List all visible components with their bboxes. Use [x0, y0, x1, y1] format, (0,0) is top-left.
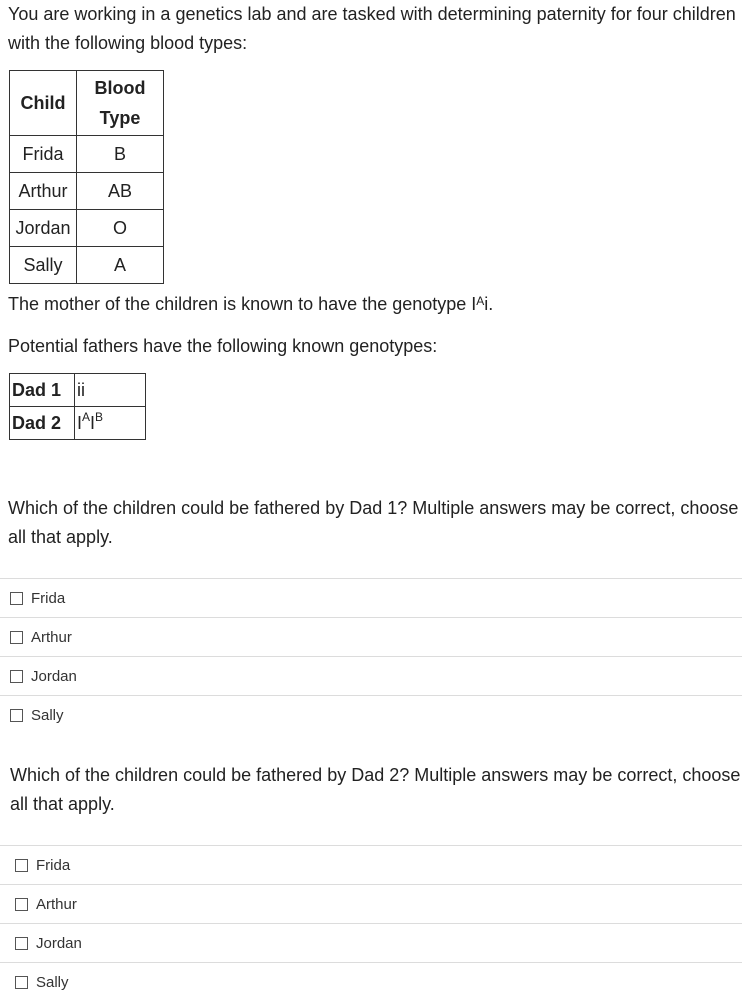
mother-allele-sup: A — [476, 294, 485, 308]
blood-type: O — [77, 210, 164, 247]
option-label: Arthur — [31, 628, 72, 646]
child-blood-type-table — [9, 70, 164, 284]
dad2-base2: I — [90, 412, 96, 433]
option-label: Frida — [36, 856, 71, 874]
dad2-genotype — [75, 407, 146, 440]
table-row — [10, 136, 164, 173]
checkbox-icon[interactable] — [15, 859, 28, 872]
checkbox-icon[interactable] — [10, 709, 23, 722]
option-frida[interactable] — [0, 845, 742, 884]
blood-type: B — [77, 136, 164, 173]
question-1-options — [0, 578, 742, 734]
option-sally[interactable] — [0, 962, 742, 1001]
option-frida[interactable] — [0, 578, 742, 617]
option-label: Sally — [31, 706, 64, 724]
fathers-intro-text: Potential fathers have the following known genotypes: — [8, 336, 438, 356]
question-2-options — [0, 845, 742, 1001]
mother-genotype-text — [8, 290, 493, 319]
dad2-sup1: A — [82, 409, 91, 424]
checkbox-icon[interactable] — [10, 670, 23, 683]
dad-genotype-table — [9, 373, 146, 440]
dad2-sup2: B — [95, 409, 104, 424]
checkbox-icon[interactable] — [15, 898, 28, 911]
checkbox-icon[interactable] — [15, 937, 28, 950]
question-2-text: Which of the children could be fathered by Dad 2? Multiple answers may be correct, choose all that apply. — [10, 765, 741, 814]
option-arthur[interactable] — [0, 884, 742, 923]
table-row — [10, 407, 146, 440]
checkbox-icon[interactable] — [15, 976, 28, 989]
mother-prefix: The mother of the children is known to have the genotype I — [8, 294, 477, 314]
question-1-text: Which of the children could be fathered by Dad 1? Multiple answers may be correct, choose all that apply. — [8, 498, 739, 547]
checkbox-icon[interactable] — [10, 631, 23, 644]
table-row — [10, 247, 164, 284]
option-jordan[interactable] — [0, 923, 742, 962]
dad2-base1: I — [77, 412, 83, 433]
option-label: Jordan — [36, 934, 82, 952]
option-jordan[interactable] — [0, 656, 742, 695]
table-row — [10, 374, 146, 407]
intro-text: You are working in a genetics lab and are tasked with determining paternity for four children with the following blood types: — [8, 4, 736, 53]
option-label: Arthur — [36, 895, 77, 913]
child-name: Sally — [10, 247, 77, 284]
child-name: Arthur — [10, 173, 77, 210]
option-label: Jordan — [31, 667, 77, 685]
option-sally[interactable] — [0, 695, 742, 734]
dad1-label: Dad 1 — [10, 374, 75, 407]
table-header-child: Child — [10, 71, 77, 136]
table-row — [10, 210, 164, 247]
option-label: Frida — [31, 589, 66, 607]
child-name: Jordan — [10, 210, 77, 247]
blood-type: A — [77, 247, 164, 284]
dad2-label: Dad 2 — [10, 407, 75, 440]
dad1-genotype: ii — [75, 374, 146, 407]
option-arthur[interactable] — [0, 617, 742, 656]
checkbox-icon[interactable] — [10, 592, 23, 605]
table-row — [10, 173, 164, 210]
table-header-blood-type: Blood Type — [77, 71, 164, 136]
blood-type: AB — [77, 173, 164, 210]
child-name: Frida — [10, 136, 77, 173]
option-label: Sally — [36, 973, 69, 991]
mother-suffix: i. — [484, 294, 494, 314]
